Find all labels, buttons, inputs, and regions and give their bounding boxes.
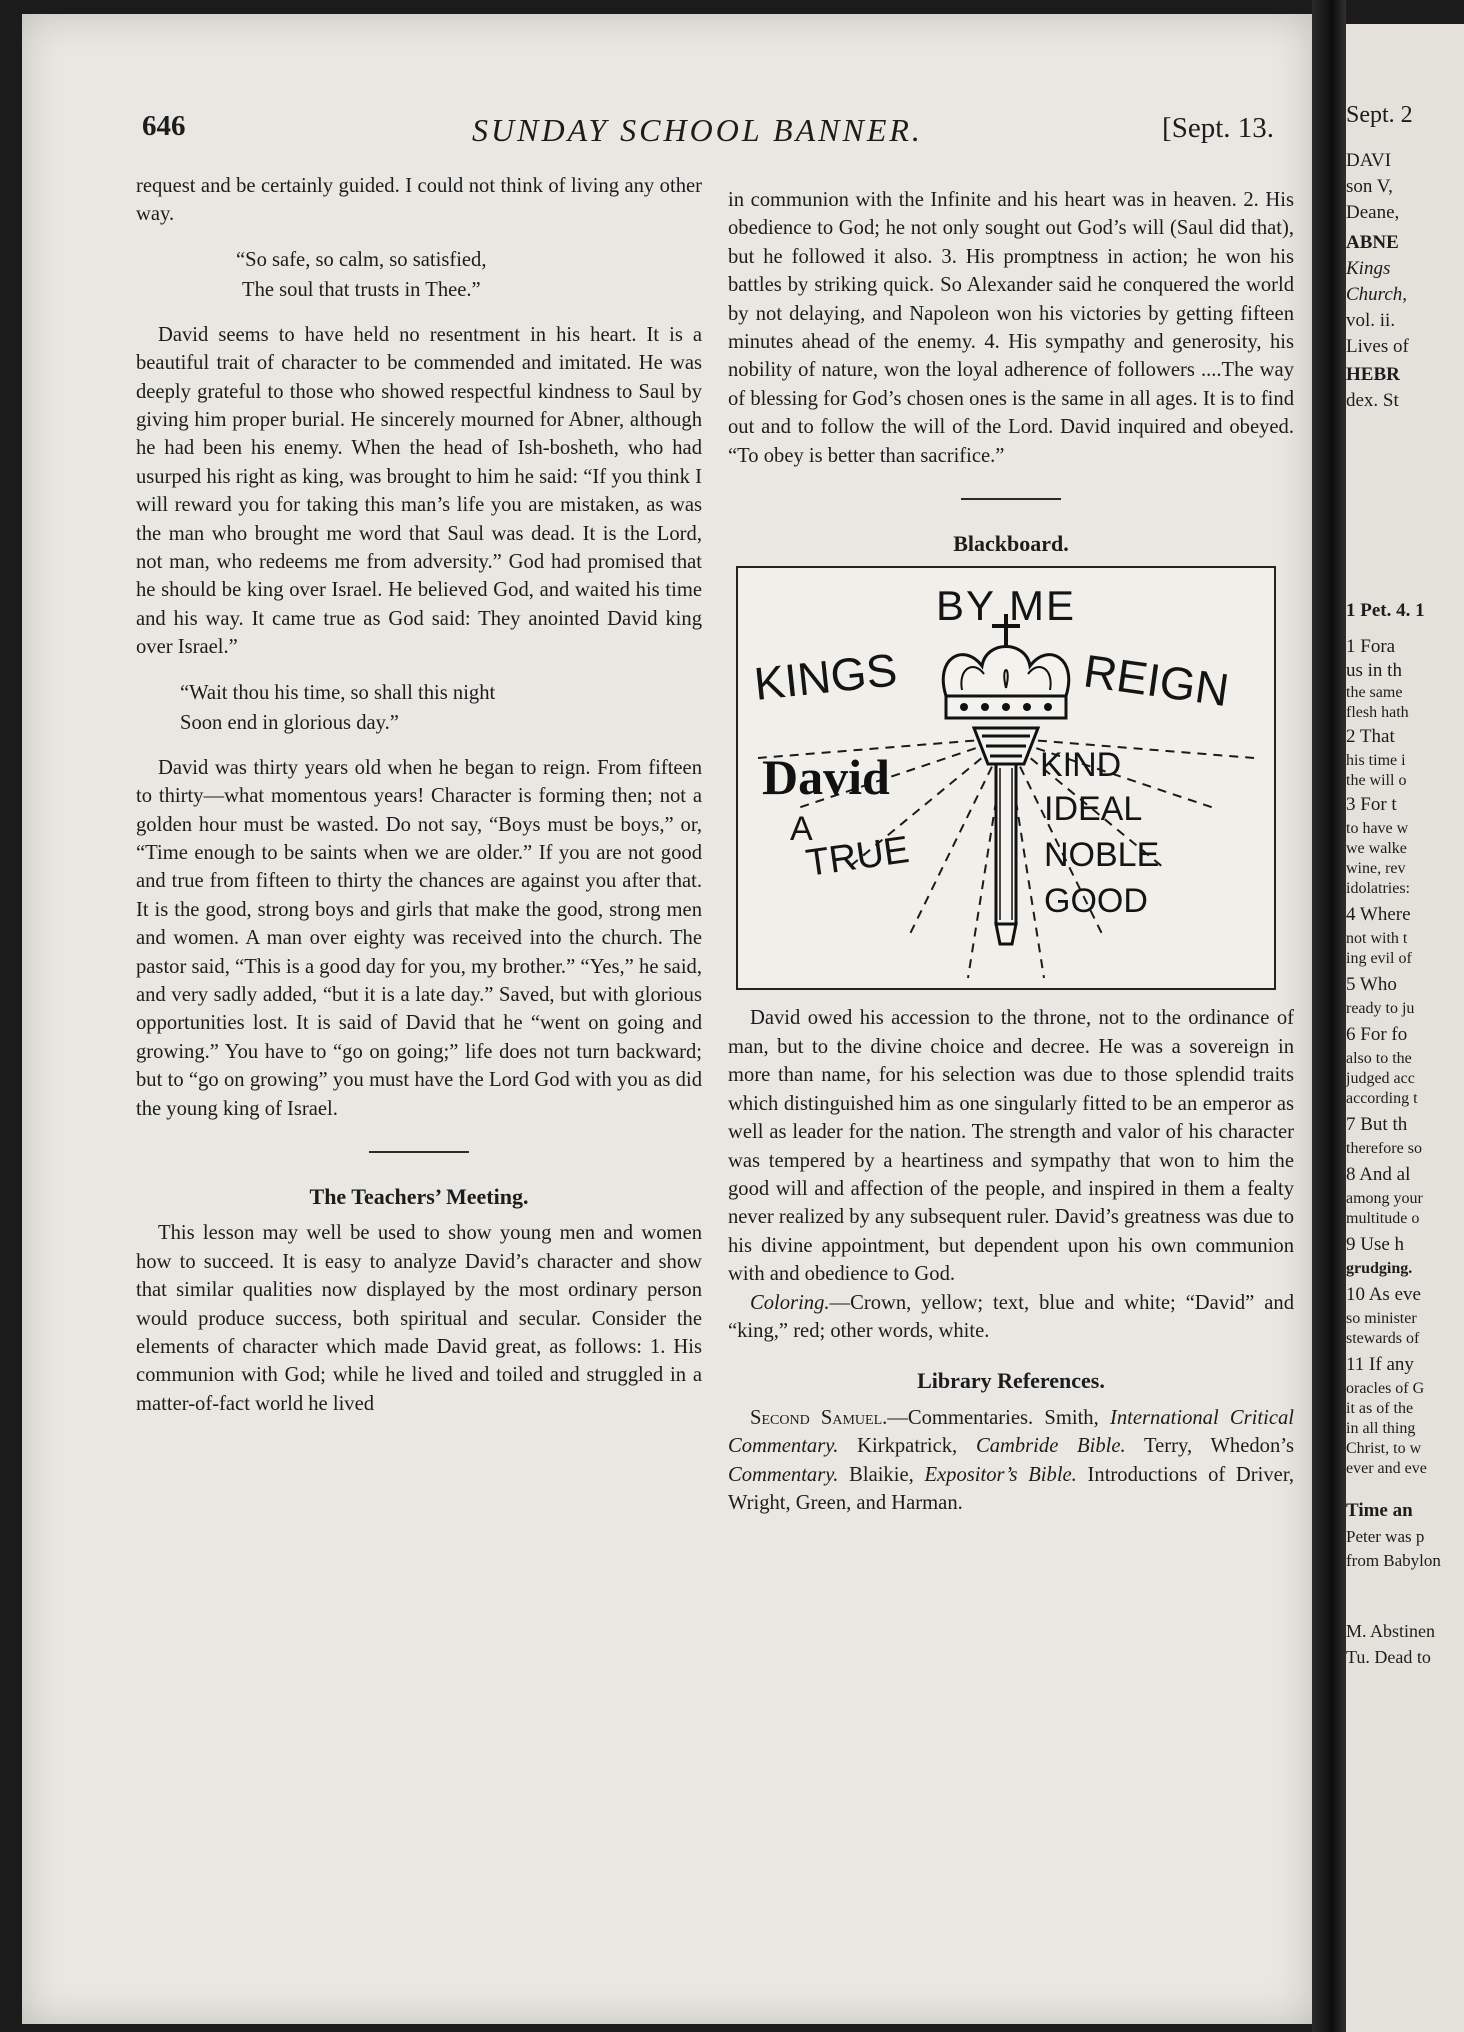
facing-page-line: it as of the [1346,1400,1414,1417]
facing-page-line: 1 Fora [1346,636,1396,657]
crown-icon [943,614,1069,718]
facing-page-line: 9 Use h [1346,1234,1405,1255]
facing-page [1346,24,1464,2032]
paragraph: David was thirty years old when he began to reign. From fifteen to thirty—what momentous years! Character is forming then; not a golden hour must be wasted. Do not say, “Boys must be boys,” or, “Time enough to be saints when we are older.” If you are not good and true from fifteen to thirty the chances are against you after that. It is the good, strong boys and girls that make the good, strong men and women. A man over eighty was received into the church. The pastor said, “This is a good day for you, my brother.” “Yes,” he said, and very sadly added, “but it is a late day.” Saved, but with glorious opportunities lost. It is said of David that he “went on going and growing.” You have to “go on going;” life does not turn backward; but to “go on growing” you must have the Lord God with you as did the young king of Israel. [136,756,702,1120]
facing-page-line: also to the [1346,1050,1412,1067]
blackboard-text-david: David [762,749,890,806]
library-text: Terry, Whedon’s [1125,1435,1294,1458]
facing-page-line: 7 But th [1346,1114,1408,1135]
facing-page-line: in all thing [1346,1420,1416,1437]
facing-page-line: flesh hath [1346,704,1409,721]
verse-line: Soon end in glorious day.” [180,711,399,734]
verse-line: “Wait thou his time, so shall this night [180,681,496,704]
running-title: SUNDAY SCHOOL BANNER. [472,112,923,148]
facing-page-line: ing evil of [1346,950,1412,967]
blackboard-text-kind: KIND [1040,746,1122,785]
blackboard-text-reign: REIGN [1080,644,1233,717]
facing-page-line: so minister [1346,1310,1417,1327]
coloring-label: Coloring. [750,1291,830,1314]
section-divider [369,1151,469,1153]
blackboard-text-by-me: BY ME [936,582,1076,630]
facing-page-line: ready to ju [1346,1000,1415,1017]
verse-line: “So safe, so calm, so satisfied, [236,248,487,271]
facing-page-line: 4 Where [1346,904,1411,925]
facing-page-line: stewards of [1346,1330,1420,1347]
library-title: Expositor’s Bible. [924,1463,1077,1486]
blackboard-drawing [738,568,1274,988]
running-header [142,110,1292,160]
facing-page-line: Peter was p [1346,1527,1425,1546]
facing-page-line: 1 Pet. 4. 1 [1346,600,1425,621]
facing-page-line: according t [1346,1090,1418,1107]
facing-page-line: oracles of G [1346,1380,1425,1397]
facing-page-line: Kings [1346,258,1391,279]
facing-page-line: M. Abstinen [1346,1621,1436,1641]
paragraph: This lesson may well be used to show young men and women how to succeed. It is easy to analyze David’s character and show that similar qualities now displayed by the most ordinary person would produce success, both spiritual and secular. Consider the elements of character which made David great, as follows: 1. His communion with God; while he lived and toiled and struggled in a matter-of-fact world he lived [136,1222,702,1415]
facing-page-line: 8 And al [1346,1164,1411,1185]
facing-page-line: his time i [1346,752,1406,769]
facing-page-line: from Babylon [1346,1551,1441,1570]
facing-page-line: Sept. 2 [1346,102,1413,128]
library-title: Cambride Bible. [975,1435,1126,1458]
library-text: Kirkpatrick, [838,1435,976,1458]
facing-page-line: ABNE [1346,232,1399,253]
facing-page-line: son V, [1346,176,1393,197]
facing-page-line: 10 As eve [1346,1284,1421,1305]
library-text: Introductions of Driver, Wright, Green, and Harman. [728,1463,1294,1514]
sceptre-icon [974,728,1038,944]
facing-page-line: ever and eve [1346,1460,1427,1477]
facing-page-line: 5 Who [1346,974,1397,995]
paragraph: David seems to have held no resentment in his heart. It is a beautiful trait of character to be commended and imitated. He was deeply grateful to those who showed respectful kindness to Saul by giving him proper burial. He sincerely mourned for Abner, although he had been his enemy. When the head of Ish-bosheth, who had usurped his right as king, was brought to him he said: “If you think I will reward you for taking this man’s life you are mistaken, as was the man who brought me word that Saul was dead. It is the Lord, not man, who redeems me from adversity.” God had promised that he should be king over Israel. He believed God, and waited his time and his way. It came true as God said: They anointed David king over Israel.” [136,323,702,659]
library-references [728,1404,1294,1518]
coloring-text: —Crown, yellow; text, blue and white; “David” and “king,” red; other words, white. [728,1291,1294,1342]
facing-page-line: grudging. [1346,1260,1413,1277]
verse-quote [196,245,702,305]
facing-page-line: judged acc [1346,1070,1415,1087]
facing-page-line: HEBR [1346,364,1400,385]
section-heading: Library References. [917,1368,1105,1394]
facing-page-line: Lives of [1346,336,1409,357]
facing-page-line: Tu. Dead to [1346,1647,1431,1667]
facing-page-line: the will o [1346,772,1407,789]
facing-page-line: to have w [1346,820,1409,837]
facing-page-line: dex. St [1346,390,1399,411]
page-number: 646 [142,110,186,142]
coloring-note [728,1289,1294,1346]
paragraph: request and be certainly guided. I could not think of living any other way. [136,175,702,226]
library-text: Blaikie, [838,1463,925,1486]
facing-page-line: Christ, to w [1346,1440,1422,1457]
library-text: —Commentaries. Smith, [887,1406,1110,1429]
blackboard-text-ideal: IDEAL [1044,790,1143,829]
blackboard-text-noble: NOBLE [1044,836,1160,875]
blackboard-text-good: GOOD [1044,882,1148,921]
facing-page-line: the same [1346,684,1403,701]
header-date: [Sept. 13. [1162,112,1274,144]
library-title: International Critical Commentary. [728,1406,1294,1458]
right-column [728,186,1294,1517]
library-title: Commentary. [728,1463,839,1486]
verse-quote [180,678,702,738]
paragraph: David owed his accession to the throne, not to the ordinance of man, but to the divine choice and decree. He was a sovereign in more than name, for his selection was due to those splendid traits which distinguished him as one singularly fitted to be an emperor as well as leader for the nation. The strength and valor of his character was tempered by a heartiness and sympathy that won to him the good will and affection of the people, and inspired in them a fealty never realized by any subsequent ruler. David’s greatness was due to his divine appointment, but dependent upon his own communion with and obedience to God. [728,1007,1294,1286]
facing-page-line: DAVI [1346,150,1392,171]
facing-page-line: we walke [1346,840,1407,857]
section-divider [961,498,1061,500]
section-heading: The Teachers’ Meeting. [309,1183,529,1209]
blackboard-text-kings: KINGS [751,643,900,711]
library-book: Second Samuel. [750,1406,888,1429]
book-gutter [1312,0,1346,2032]
facing-page-line: idolatries: [1346,880,1410,897]
section-heading: Blackboard. [953,531,1069,557]
facing-page-line: not with t [1346,930,1408,947]
blackboard-text-a: A [790,810,813,849]
facing-page-line: multitude o [1346,1210,1420,1227]
facing-page-line: vol. ii. [1346,310,1396,331]
facing-page-line: 6 For fo [1346,1024,1408,1045]
verse-line: The soul that trusts in Thee.” [242,278,481,301]
facing-page-line: Church, [1346,284,1408,305]
facing-page-line: 11 If any [1346,1354,1414,1375]
facing-page-line: wine, rev [1346,860,1406,877]
facing-page-line: 3 For t [1346,794,1397,815]
facing-page-line: among your [1346,1190,1423,1207]
facing-page-line: us in th [1346,660,1402,681]
blackboard-illustration [736,566,1276,990]
facing-page-line: Deane, [1346,202,1400,223]
facing-page-line: Time an [1346,1500,1413,1521]
facing-page-line: therefore so [1346,1140,1422,1157]
facing-page-line: 2 That [1346,726,1395,747]
left-column [136,172,702,1418]
blackboard-text-true: TRUE [803,829,912,886]
paragraph: in communion with the Infinite and his heart was in heaven. 2. His obedience to God; he not only sought out God’s will (Saul did that), but he followed it also. 3. His promptness in action; he won his battles by striking quick. So Alexander said he conquered the world by not delaying, and Napoleon won his victories by getting fifteen minutes ahead of the enemy. 4. His sympathy and generosity, his nobility of nature, won the loyal adherence of followers ....The way of blessing for God’s chosen ones is the same in all ages. It is to find out and to follow the will of the Lord. David inquired and obeyed. “To obey is better than sacrifice.” [728,189,1294,467]
